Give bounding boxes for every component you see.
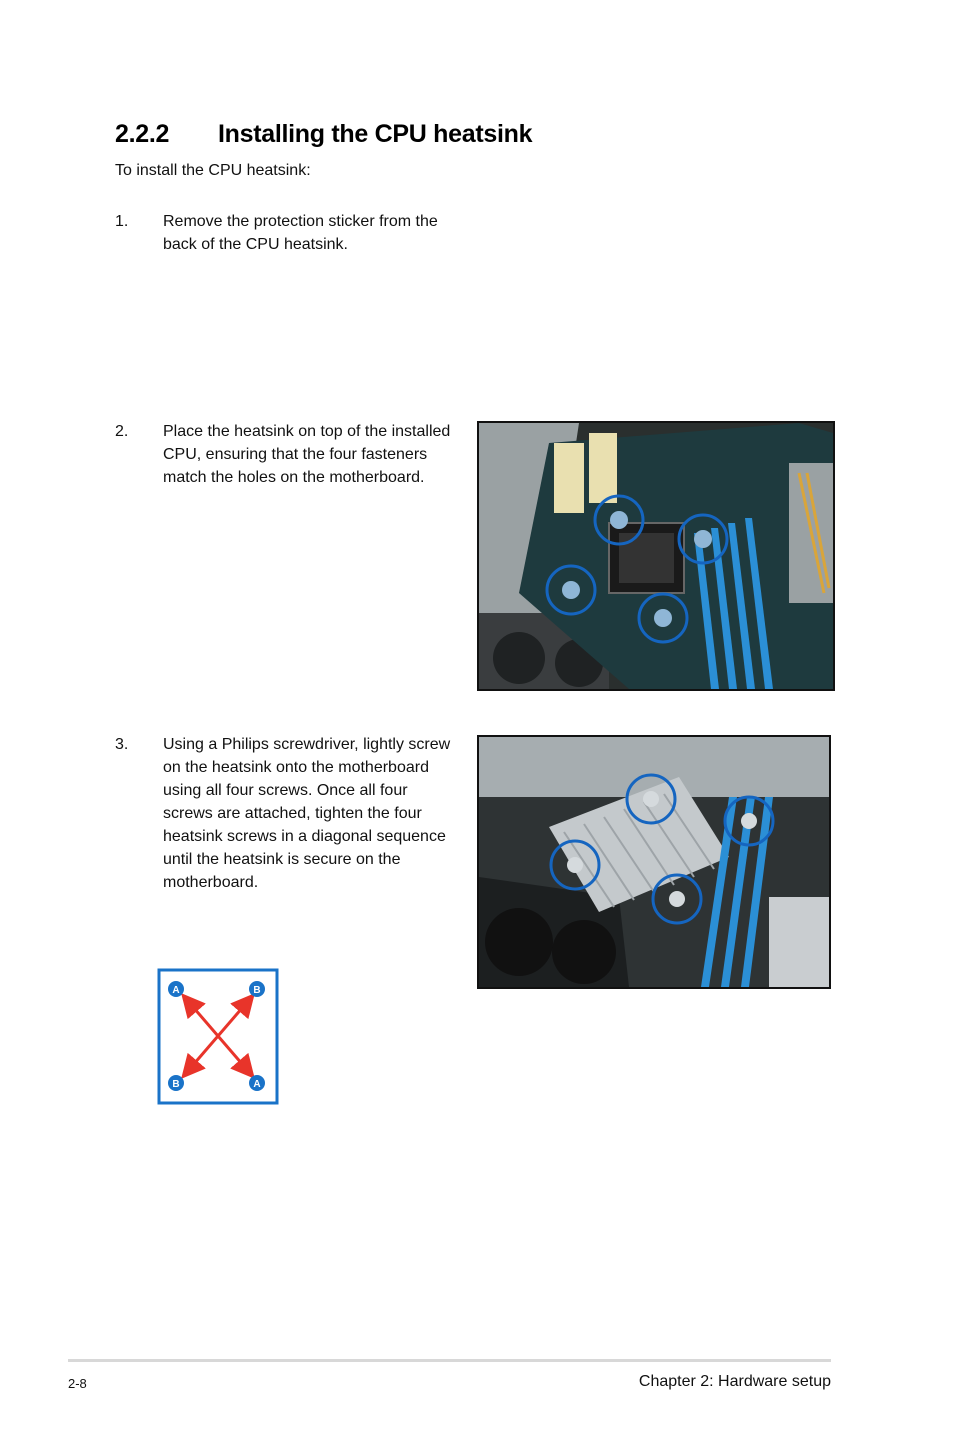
step-line: until the heatsink is secure on the <box>163 851 401 868</box>
screw-label: A <box>253 1079 261 1090</box>
step-3 <box>115 733 475 898</box>
step-line: motherboard. <box>163 874 259 891</box>
step-line: on the heatsink onto the motherboard <box>163 759 429 776</box>
step-line: Remove the protection sticker from the <box>163 213 438 230</box>
step-number: 3. <box>115 736 129 753</box>
section-title: Installing the CPU heatsink <box>218 120 533 148</box>
step-line: using all four screws. Once all four <box>163 782 408 799</box>
step-text <box>163 420 450 489</box>
heatsink-screw-photo <box>477 735 831 989</box>
screw-label: A <box>172 985 180 996</box>
step-line: heatsink screws in a diagonal sequence <box>163 828 446 845</box>
step-number: 1. <box>115 213 129 230</box>
screw-label-top-right <box>249 981 265 997</box>
step-line: back of the CPU heatsink. <box>163 236 348 253</box>
screw-label-bottom-left <box>168 1075 184 1091</box>
screw-label-bottom-right <box>249 1075 265 1091</box>
heatsink-placement-photo <box>477 421 835 691</box>
footer-divider <box>68 1359 831 1362</box>
step-text <box>163 733 450 894</box>
step-number: 2. <box>115 423 129 440</box>
motherboard-illustration <box>479 423 833 689</box>
screw-label-top-left <box>168 981 184 997</box>
diagonal-sequence-icon <box>157 968 279 1105</box>
step-line: Using a Philips screwdriver, lightly screw <box>163 736 451 753</box>
section-number: 2.2.2 <box>115 120 170 148</box>
heatsink-illustration <box>479 737 829 987</box>
step-line: screws are attached, tighten the four <box>163 805 422 822</box>
section-heading <box>115 120 532 149</box>
chapter-title: Chapter 2: Hardware setup <box>638 1373 831 1390</box>
step-line: match the holes on the motherboard. <box>163 469 425 486</box>
step-1 <box>115 210 475 260</box>
screw-sequence-diagram <box>157 968 279 1105</box>
step-line: Place the heatsink on top of the installed <box>163 423 451 440</box>
step-2 <box>115 420 475 492</box>
page-number: 2-8 <box>68 1376 87 1391</box>
intro-text: To install the CPU heatsink: <box>115 162 311 179</box>
screw-label: B <box>172 1079 180 1090</box>
screw-label: B <box>253 985 261 996</box>
step-text <box>163 210 438 256</box>
step-line: CPU, ensuring that the four fasteners <box>163 446 428 463</box>
